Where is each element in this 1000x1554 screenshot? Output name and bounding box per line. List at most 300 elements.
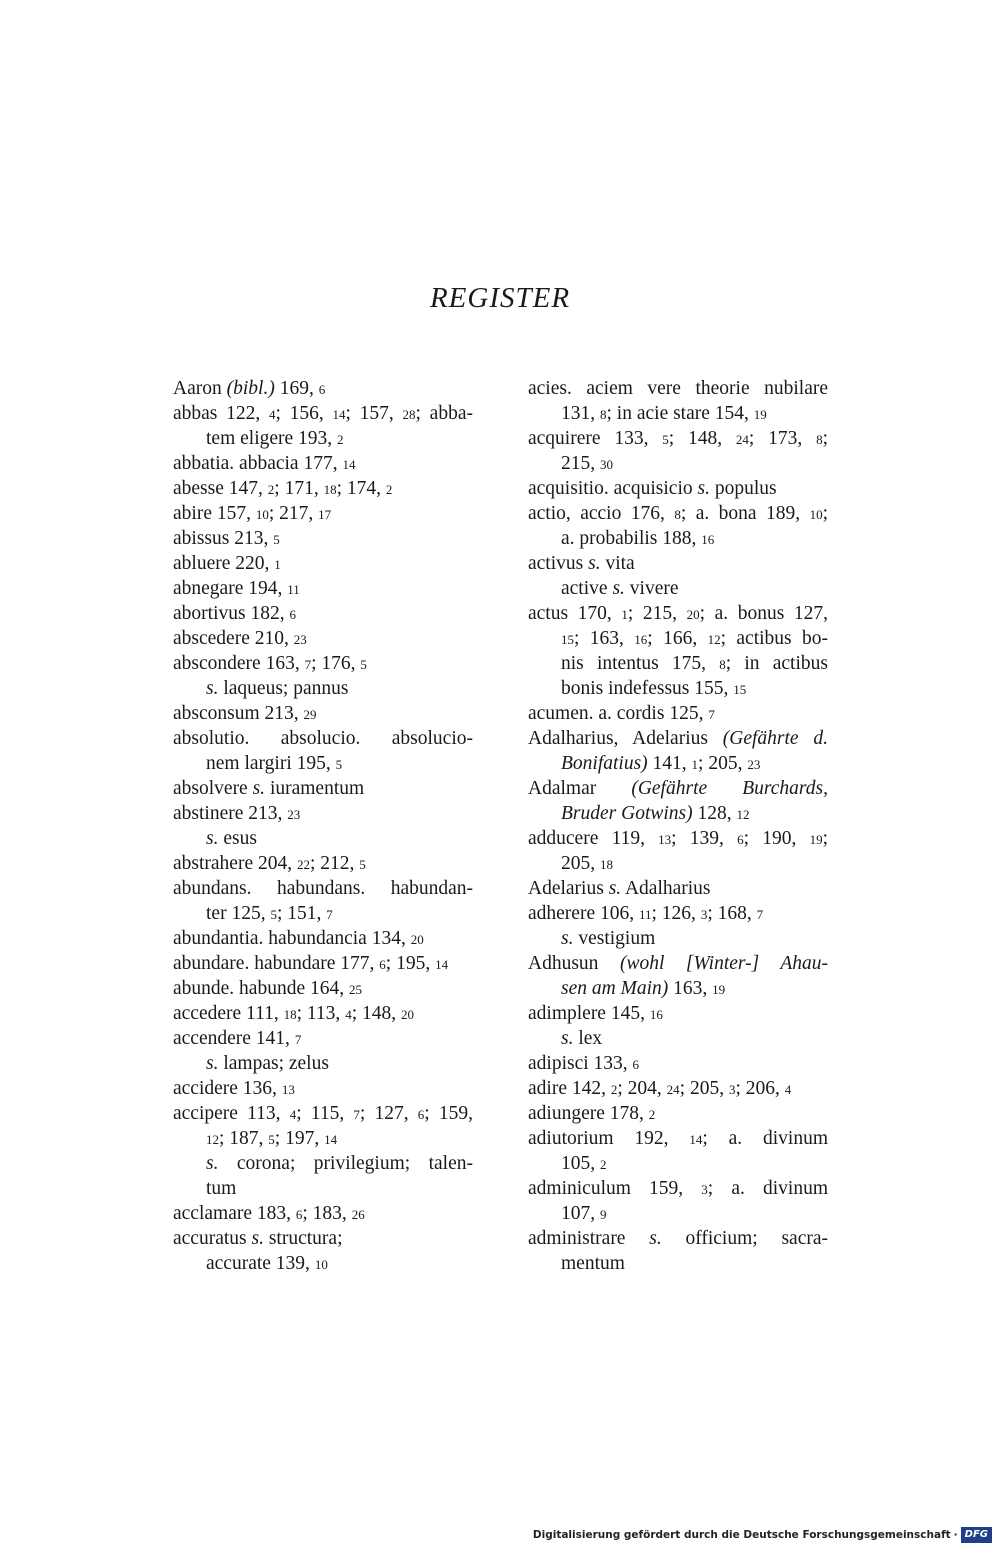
entry-text: abunde. habunde 164, (173, 978, 349, 999)
entry-text: abbas 122, (173, 403, 269, 424)
entry-annotation: s. (206, 678, 219, 699)
entry-text: ter 125, (206, 903, 271, 924)
line-reference: 7 (756, 907, 764, 922)
line-reference: 19 (753, 407, 767, 422)
entry-text: ; 156, (275, 403, 333, 424)
index-entry (528, 951, 828, 976)
index-entry (173, 876, 473, 901)
entry-text: ; a. bonus 127, (699, 603, 828, 624)
entry-text: acquirere 133, (528, 428, 663, 449)
line-reference: 5 (360, 657, 367, 672)
line-reference: 10 (314, 1257, 328, 1272)
index-entry (528, 1051, 828, 1076)
entry-text: bonis indefessus 155, (561, 678, 734, 699)
index-entry (528, 1226, 828, 1251)
entry-text: accendere 141, (173, 1028, 295, 1049)
entry-text: corona; privilegium; talen- (218, 1153, 473, 1174)
line-reference: 16 (649, 1007, 663, 1022)
entry-text: accidere 136, (173, 1078, 282, 1099)
entry-text: mentum (561, 1253, 625, 1274)
entry-text: 107, (561, 1203, 600, 1224)
line-reference: 6 (632, 1057, 640, 1072)
line-reference: 2 (648, 1107, 656, 1122)
index-entry (528, 726, 828, 751)
index-entry-continuation (528, 651, 828, 676)
entry-annotation: s. (206, 1053, 219, 1074)
line-reference: 13 (658, 832, 672, 847)
entry-text: abstrahere 204, (173, 853, 297, 874)
index-entry (173, 926, 473, 951)
line-reference: 16 (634, 632, 648, 647)
index-entry-continuation (528, 976, 828, 1001)
entry-text: adiungere 178, (528, 1103, 649, 1124)
index-subentry (173, 826, 473, 851)
entry-text: adire 142, (528, 1078, 611, 1099)
line-reference: 9 (600, 1207, 607, 1222)
entry-text: abbatia. abbacia 177, (173, 453, 343, 474)
index-entry-continuation (528, 751, 828, 776)
entry-text: 141, (647, 753, 692, 774)
entry-text: vivere (624, 578, 679, 599)
entry-text: 215, (561, 453, 600, 474)
line-reference: 14 (324, 1132, 338, 1147)
line-reference: 2 (267, 482, 275, 497)
entry-text: adimplere 145, (528, 1003, 650, 1024)
entry-text: 169, (274, 378, 319, 399)
index-entry (173, 776, 473, 801)
line-reference: 6 (417, 1107, 425, 1122)
index-entry (173, 651, 473, 676)
entry-text: Adelarius (528, 878, 609, 899)
entry-text: ; in acie stare 154, (606, 403, 754, 424)
index-entry (173, 501, 473, 526)
entry-text: abscondere 163, (173, 653, 305, 674)
index-entry (528, 1176, 828, 1201)
line-reference: 10 (809, 507, 823, 522)
entry-text: 105, (561, 1153, 600, 1174)
entry-annotation: (wohl [Winter-] Ahau- (619, 953, 829, 974)
index-entry-continuation (173, 751, 473, 776)
line-reference: 23 (293, 632, 307, 647)
entry-text: ; 127, (359, 1103, 418, 1124)
entry-text: ; 148, (351, 1003, 401, 1024)
entry-annotation: (bibl.) (226, 378, 275, 399)
index-entry (528, 826, 828, 851)
index-entry (528, 1101, 828, 1126)
entry-text: tum (206, 1178, 237, 1199)
entry-text: activus (528, 553, 589, 574)
entry-text: ; 205, (698, 753, 748, 774)
index-entry (173, 951, 473, 976)
entry-text: 163, (668, 978, 713, 999)
entry-text: populus (709, 478, 777, 499)
entry-annotation: s. (206, 1153, 219, 1174)
entry-annotation: (Gefährte Burchards, (631, 778, 828, 799)
entry-text: acclamare 183, (173, 1203, 296, 1224)
entry-text: acumen. a. cordis 125, (528, 703, 709, 724)
index-subentry (173, 1251, 473, 1276)
entry-text: vestigium (573, 928, 656, 949)
entry-text: adherere 106, (528, 903, 639, 924)
line-reference: 14 (689, 1132, 703, 1147)
index-entry (173, 401, 473, 426)
entry-text: adiutorium 192, (528, 1128, 690, 1149)
index-entry (528, 1001, 828, 1026)
entry-text: ; 159, (424, 1103, 474, 1124)
entry-text: absolvere (173, 778, 253, 799)
line-reference: 15 (733, 682, 747, 697)
entry-text: absconsum 213, (173, 703, 304, 724)
line-reference: 3 (700, 907, 708, 922)
entry-text: Adhusun (528, 953, 620, 974)
entry-text: ; 113, (296, 1003, 346, 1024)
line-reference: 4 (345, 1007, 352, 1022)
line-reference: 14 (332, 407, 346, 422)
index-entry-continuation (528, 676, 828, 701)
entry-text: Adalharius (621, 878, 711, 899)
entry-text: ; 163, (574, 628, 635, 649)
index-entry-continuation (173, 426, 473, 451)
line-reference: 8 (674, 507, 681, 522)
line-reference: 3 (701, 1182, 708, 1197)
line-reference: 12 (707, 632, 721, 647)
index-entry (173, 1226, 473, 1251)
entry-text: abortivus 182, (173, 603, 290, 624)
line-reference: 11 (638, 907, 652, 922)
index-entry (173, 1076, 473, 1101)
index-entry-continuation (528, 1151, 828, 1176)
index-entry (528, 601, 828, 626)
index-entry (173, 801, 473, 826)
entry-text: a. probabilis 188, (561, 528, 702, 549)
entry-text: Aaron (173, 378, 227, 399)
line-reference: 14 (342, 457, 356, 472)
line-reference: 24 (666, 1082, 680, 1097)
line-reference: 25 (349, 982, 362, 997)
entry-text: ; 174, (336, 478, 386, 499)
entry-annotation: s. (251, 1228, 264, 1249)
entry-text: ; 204, (617, 1078, 667, 1099)
index-entry-continuation (528, 1201, 828, 1226)
line-reference: 1 (274, 557, 281, 572)
entry-annotation: (Gefährte d. (722, 728, 828, 749)
entry-text: ; 197, (274, 1128, 325, 1149)
index-entry (528, 426, 828, 451)
line-reference: 6 (318, 382, 326, 397)
line-reference: 22 (297, 857, 310, 872)
entry-text: vita (600, 553, 635, 574)
entry-text: ; 190, (743, 828, 810, 849)
page-title: REGISTER (429, 282, 571, 314)
entry-text: abstinere 213, (173, 803, 288, 824)
line-reference: 5 (662, 432, 669, 447)
entry-text: active (561, 578, 613, 599)
index-entry-continuation (173, 1126, 473, 1151)
entry-text: ; (822, 828, 828, 849)
line-reference: 6 (295, 1207, 303, 1222)
index-entry (528, 1126, 828, 1151)
entry-text: structura; (263, 1228, 343, 1249)
entry-text: nis intentus 175, (561, 653, 720, 674)
entry-text: 128, (692, 803, 737, 824)
index-entry (173, 851, 473, 876)
entry-annotation: Bruder Gotwins) (561, 803, 693, 824)
index-entry-continuation (528, 451, 828, 476)
line-reference: 23 (747, 757, 761, 772)
index-entry (173, 976, 473, 1001)
index-entry (173, 701, 473, 726)
line-reference: 5 (335, 757, 343, 772)
line-reference: 7 (708, 707, 715, 722)
index-entry-continuation (528, 1251, 828, 1276)
entry-text: administrare (528, 1228, 650, 1249)
index-subentry (173, 1051, 473, 1076)
line-reference: 26 (351, 1207, 365, 1222)
index-entry (173, 601, 473, 626)
entry-text: ; 206, (735, 1078, 785, 1099)
line-reference: 20 (410, 932, 424, 947)
entry-text: ; (822, 503, 828, 524)
entry-text: abire 157, (173, 503, 256, 524)
entry-text: ; 215, (627, 603, 687, 624)
line-reference: 2 (385, 482, 393, 497)
entry-annotation: Bonifatius) (561, 753, 648, 774)
line-reference: 4 (784, 1082, 792, 1097)
index-entry (528, 501, 828, 526)
line-reference: 8 (719, 657, 726, 672)
entry-text: Adalmar (528, 778, 632, 799)
index-entry (173, 551, 473, 576)
index-entry (173, 526, 473, 551)
line-reference: 28 (402, 407, 416, 422)
line-reference: 11 (287, 582, 300, 597)
credit-separator: · (953, 1529, 958, 1541)
entry-text: ; (822, 428, 828, 449)
line-reference: 18 (600, 857, 613, 872)
index-entry (528, 376, 828, 401)
line-reference: 13 (281, 1082, 295, 1097)
line-reference: 29 (303, 707, 317, 722)
index-entry-continuation (528, 626, 828, 651)
line-reference: 20 (400, 1007, 414, 1022)
line-reference: 5 (268, 1132, 275, 1147)
line-reference: 1 (691, 757, 699, 772)
index-entry (528, 551, 828, 576)
line-reference: 8 (816, 432, 823, 447)
entry-text: laqueus; pannus (218, 678, 349, 699)
line-reference: 20 (686, 607, 700, 622)
entry-text: actio, accio 176, (528, 503, 675, 524)
line-reference: 24 (735, 432, 749, 447)
dfg-logo: DFG (961, 1527, 992, 1543)
entry-text: iuramentum (265, 778, 365, 799)
entry-text: acquisitio. acquisicio (528, 478, 698, 499)
entry-text: ; 176, (311, 653, 361, 674)
index-column-right (528, 376, 828, 1276)
entry-text: abluere 220, (173, 553, 275, 574)
index-entry-continuation (528, 801, 828, 826)
entry-text: esus (218, 828, 257, 849)
line-reference: 2 (600, 1157, 607, 1172)
entry-text: lampas; zelus (218, 1053, 329, 1074)
line-reference: 6 (289, 607, 296, 622)
line-reference: 7 (294, 1032, 302, 1047)
line-reference: 17 (318, 507, 332, 522)
entry-text: ; 148, (668, 428, 736, 449)
entry-text: ; 173, (748, 428, 817, 449)
entry-text: ; 195, (385, 953, 436, 974)
entry-text: ; a. bona 189, (680, 503, 810, 524)
entry-text: ; abba- (415, 403, 473, 424)
line-reference: 2 (610, 1082, 618, 1097)
line-reference: 5 (270, 907, 277, 922)
index-entry (528, 1076, 828, 1101)
entry-annotation: s. (252, 778, 266, 799)
line-reference: 10 (255, 507, 269, 522)
index-entry (528, 701, 828, 726)
index-entry (173, 376, 473, 401)
line-reference: 18 (283, 1007, 297, 1022)
line-reference: 5 (273, 532, 280, 547)
entry-text: abundantia. habundancia 134, (173, 928, 411, 949)
entry-text: ; a. divinum (702, 1128, 828, 1149)
digitization-credit (533, 1526, 992, 1544)
index-entry-continuation (173, 1176, 473, 1201)
line-reference: 16 (701, 532, 715, 547)
index-subentry (173, 676, 473, 701)
index-entry (173, 576, 473, 601)
entry-text: adminiculum 159, (528, 1178, 702, 1199)
entry-annotation: s. (608, 878, 622, 899)
entry-text: nem largiri 195, (206, 753, 336, 774)
entry-text: ; 212, (310, 853, 360, 874)
index-entry (173, 451, 473, 476)
entry-text: ; 168, (707, 903, 757, 924)
index-entry (528, 901, 828, 926)
entry-text: 131, (561, 403, 600, 424)
credit-text: Digitalisierung gefördert durch die Deutsche Forschungsgemeinschaft (532, 1529, 951, 1541)
entry-text: ; 183, (302, 1203, 352, 1224)
line-reference: 15 (561, 632, 574, 647)
index-entry (173, 1001, 473, 1026)
entry-text: accedere 111, (173, 1003, 284, 1024)
entry-text: ; in actibus (725, 653, 828, 674)
index-entry-continuation (528, 851, 828, 876)
index-entry (173, 726, 473, 751)
index-entry (528, 476, 828, 501)
entry-text: acies. aciem vere theorie nubilare (528, 378, 828, 399)
line-reference: 5 (359, 857, 366, 872)
entry-text: ; actibus bo- (720, 628, 828, 649)
index-entry (528, 876, 828, 901)
index-subentry (528, 926, 828, 951)
line-reference: 14 (435, 957, 449, 972)
line-reference: 23 (287, 807, 301, 822)
line-reference: 7 (326, 907, 333, 922)
entry-text: ; 139, (671, 828, 738, 849)
entry-text: ; 157, (345, 403, 403, 424)
index-entry-continuation (528, 526, 828, 551)
line-reference: 4 (269, 407, 276, 422)
entry-text: abissus 213, (173, 528, 274, 549)
entry-text: abesse 147, (173, 478, 268, 499)
entry-text: accuratus (173, 1228, 252, 1249)
index-entry-continuation (173, 901, 473, 926)
entry-annotation: sen am Main) (561, 978, 669, 999)
entry-text: actus 170, (528, 603, 622, 624)
index-subentry (528, 576, 828, 601)
index-entry-continuation (528, 401, 828, 426)
entry-text: ; 187, (219, 1128, 269, 1149)
entry-text: 205, (561, 853, 600, 874)
line-reference: 4 (289, 1107, 297, 1122)
entry-text: abundare. habundare 177, (173, 953, 380, 974)
entry-text: adipisci 133, (528, 1053, 633, 1074)
line-reference: 12 (736, 807, 750, 822)
line-reference: 3 (728, 1082, 736, 1097)
index-entry (528, 776, 828, 801)
entry-text: tem eligere 193, (206, 428, 338, 449)
index-entry (173, 476, 473, 501)
entry-annotation: s. (649, 1228, 662, 1249)
index-column-left (173, 376, 473, 1276)
index-entry (173, 626, 473, 651)
line-reference: 18 (323, 482, 337, 497)
line-reference: 12 (206, 1132, 219, 1147)
entry-annotation: s. (561, 1028, 574, 1049)
entry-annotation: s. (206, 828, 219, 849)
entry-annotation: s. (697, 478, 710, 499)
entry-text: ; 166, (647, 628, 708, 649)
index-entry (173, 1026, 473, 1051)
line-reference: 7 (353, 1107, 360, 1122)
entry-text: Adalharius, Adelarius (528, 728, 723, 749)
line-reference: 6 (379, 957, 386, 972)
entry-text: lex (573, 1028, 603, 1049)
entry-text: accipere 113, (173, 1103, 290, 1124)
index-entry (173, 1101, 473, 1126)
entry-text: abnegare 194, (173, 578, 288, 599)
entry-text: abscedere 210, (173, 628, 294, 649)
entry-text: ; 151, (276, 903, 327, 924)
entry-text: officium; sacra- (661, 1228, 828, 1249)
entry-text: accurate 139, (206, 1253, 315, 1274)
line-reference: 2 (337, 432, 344, 447)
line-reference: 1 (621, 607, 628, 622)
entry-text: ; 171, (274, 478, 324, 499)
line-reference: 30 (600, 457, 613, 472)
entry-text: ; 205, (679, 1078, 729, 1099)
entry-text: absolutio. absolucio. absolucio- (173, 728, 473, 749)
line-reference: 7 (304, 657, 312, 672)
entry-text: ; 217, (268, 503, 319, 524)
index-subentry (173, 1151, 473, 1176)
entry-text: abundans. habundans. habundan- (173, 878, 473, 899)
index-entry (173, 1201, 473, 1226)
line-reference: 19 (809, 832, 823, 847)
entry-annotation: s. (612, 578, 625, 599)
entry-annotation: s. (561, 928, 574, 949)
line-reference: 8 (600, 407, 607, 422)
entry-annotation: s. (588, 553, 601, 574)
entry-text: ; 126, (651, 903, 701, 924)
entry-text: ; a. divinum (707, 1178, 829, 1199)
line-reference: 19 (712, 982, 726, 997)
index-subentry (528, 1026, 828, 1051)
entry-text: adducere 119, (528, 828, 659, 849)
entry-text: ; 115, (296, 1103, 354, 1124)
line-reference: 6 (737, 832, 744, 847)
